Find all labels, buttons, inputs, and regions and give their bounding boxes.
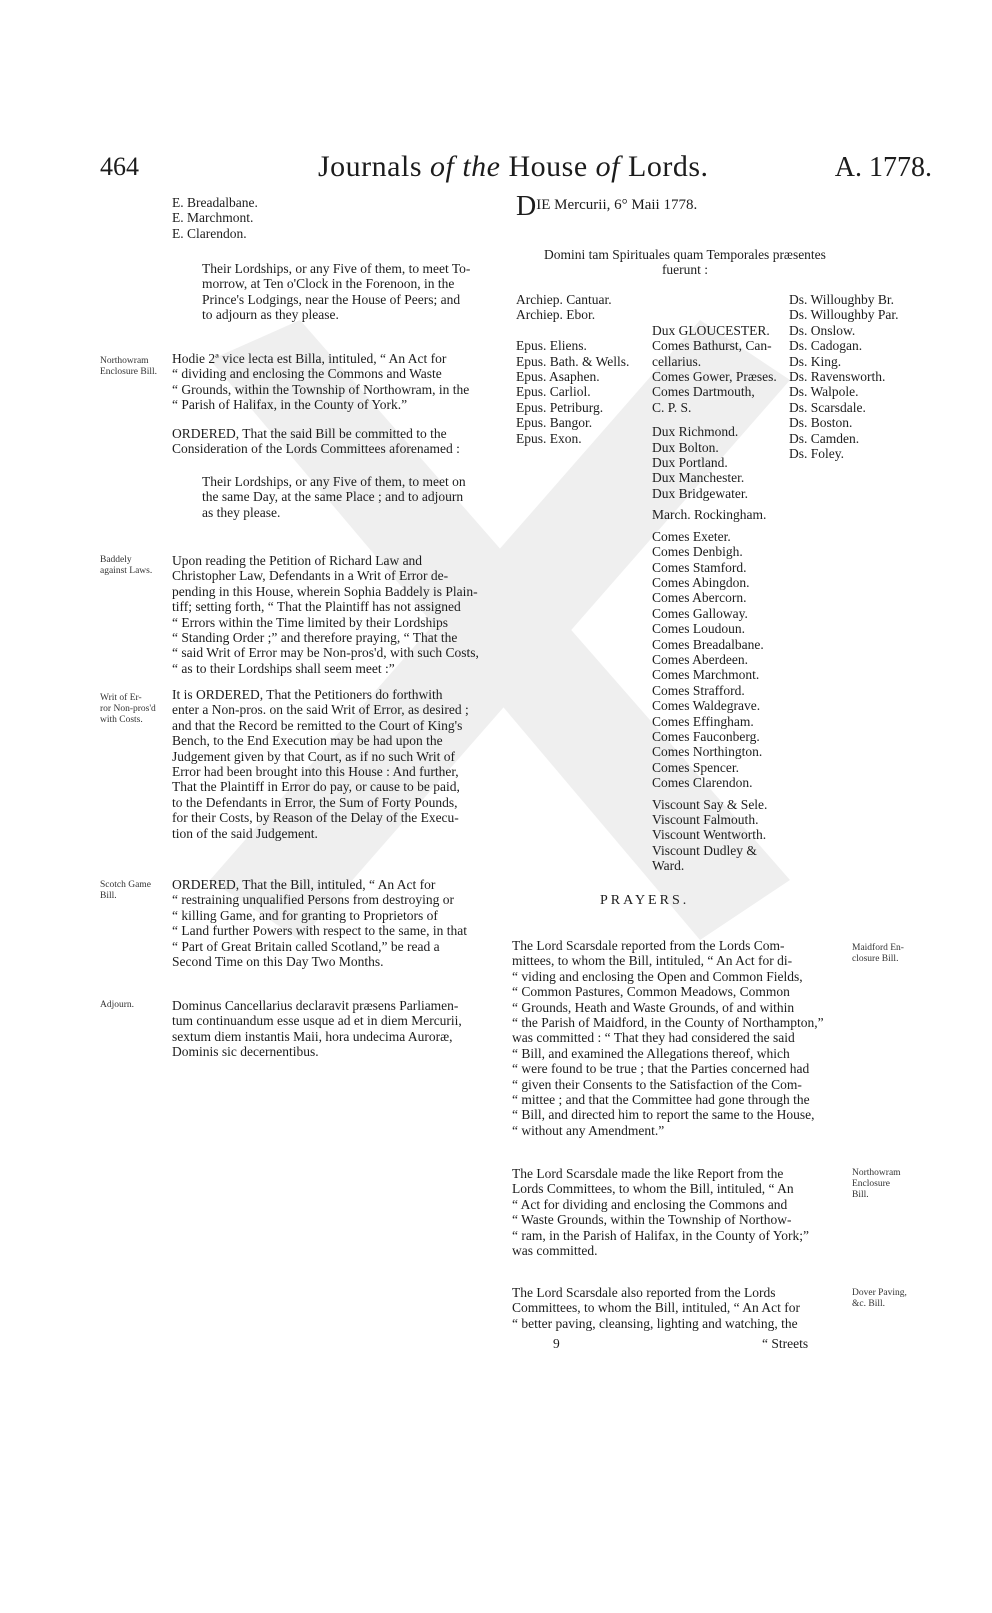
page-year: A. 1778. bbox=[834, 152, 932, 183]
margin-note-writ: Writ of Er- ror Non-pros'd with Costs. bbox=[100, 693, 156, 725]
lordships-same-day-paragraph: Their Lordships, or any Five of them, to meet on the same Day, at the same Place ; and to adjourn as they please. bbox=[202, 474, 466, 520]
petition-paragraph: Upon reading the Petition of Richard Law and Christopher Law, Defendants in a Writ of Error de- pending in this House, wherein Sophia Baddely is Plain- tiff; setting forth, “ That the Plaintiff has not assigned “ Errors within the Time limited by their Lordships “ Standing Order ;” and therefore praying, “ That the “ said Writ of Error may be Non-pros'd, with such Costs, “ as to their Lordships shall seem meet :” bbox=[172, 553, 479, 676]
scotch-game-paragraph: ORDERED, That the Bill, intituled, “ An Act for “ restraining unqualified Persons from destroying or “ killing Game, and for granting to Proprietors of “ Land further Powers with respect to the same, in that “ Part of Great Britain called Scotland,” be read a Second Time on this Day Two Months. bbox=[172, 877, 468, 970]
ordered-committed-paragraph: ORDERED, That the said Bill be committed to the Consideration of the Lords Committees aforenamed : bbox=[172, 426, 460, 457]
page-title: Journals of the House of Lords. bbox=[318, 150, 709, 183]
attendance-column-peers: Dux GLOUCESTER. Comes Bathurst, Can- cellarius. Comes Gower, Præses. Comes Dartmouth, C. P. S. Dux Richmond. Dux Bolton. Dux Portland. Dux Manchester. Dux Bridgewater. March. Rockingham. Comes Exeter. Comes Denbigh. Comes Stamford. Comes Abingdon. Comes Abercorn. Comes Galloway. Comes Loudoun. Comes Breadalbane. Comes Aberdeen. Comes Marchmont. Comes Strafford. Comes Waldegrave. Comes Effingham. Comes Fauconberg. Comes Northington. Comes Spencer. Comes Clarendon. Viscount Say & Sele. Viscount Falmouth. Viscount Wentworth. Viscount Dudley & Ward. bbox=[652, 322, 777, 874]
margin-note-adjourn: Adjourn. bbox=[100, 1000, 135, 1010]
maidford-report-paragraph: The Lord Scarsdale reported from the Lords Com- mittees, to whom the Bill, intituled, “ An Act for di- “ viding and enclosing the Open and Common Fields, “ Common Pastures, Common Meadows, Common “ Grounds, Heath and Waste Grounds, of and within “ the Parish of Maidford, in the County of Northampton,” was committed : “ That they had considered the said “ Bill, and examined the Allegations thereof, which “ were found to be true ; that the Parties concerned had “ given their Consents to the Satisfaction of the Com- “ mittee ; and that the Committee had gone through the “ Bill, and directed him to report the same to the House, “ without any Amendment.” bbox=[512, 938, 824, 1138]
catchword: “ Streets bbox=[762, 1336, 809, 1351]
attendance-column-bishops: Archiep. Cantuar. Archiep. Ebor. Epus. Eliens. Epus. Bath. & Wells. Epus. Asaphen. Epus. Carliol. Epus. Petriburg. Epus. Bangor. Epus. Exon. bbox=[516, 292, 630, 446]
attendance-column-barons: Ds. Willoughby Br. Ds. Willoughby Par. Ds. Onslow. Ds. Cadogan. Ds. King. Ds. Ravensworth. Ds. Walpole. Ds. Scarsdale. Ds. Boston. Ds. Camden. Ds. Foley. bbox=[789, 292, 899, 462]
domini-heading: Domini tam Spirituales quam Temporales præsentes fuerunt : bbox=[544, 247, 826, 278]
prayers-heading: PRAYERS. bbox=[600, 893, 690, 908]
it-is-ordered-paragraph: It is ORDERED, That the Petitioners do forthwith enter a Non-pros. on the said Writ of Error, as desired ; and that the Record be remitted to the Court of King's Bench, to the End Execution may be had upon the Judgement given by that Court, as if no such Writ of Error had been brought into this House : And further, That the Plaintiff in Error do pay, or cause to be paid, to the Defendants in Error, the Sum of Forty Pounds, for their Costs, by Reason of the Delay of the Execu- tion of the said Judgement. bbox=[172, 687, 469, 841]
margin-note-dover: Dover Paving, &c. Bill. bbox=[852, 1288, 907, 1309]
dover-report-paragraph: The Lord Scarsdale also reported from the Lords Committees, to whom the Bill, intituled, “ An Act for “ better paving, cleansing, lighting and watching, the bbox=[512, 1285, 800, 1331]
adjourn-paragraph: Dominus Cancellarius declaravit præsens Parliamen- tum continuandum esse usque ad et in diem Mercurii, sextum diem instantis Maii, hora undecima Auroræ, Dominis sic decernentibus. bbox=[172, 998, 462, 1060]
committee-names: E. Breadalbane. E. Marchmont. E. Clarendon. bbox=[172, 195, 258, 241]
margin-note-northowram: Northowram Enclosure Bill. bbox=[100, 356, 157, 377]
hodie-paragraph: Hodie 2ª vice lecta est Billa, intituled, “ An Act for “ dividing and enclosing the Commons and Waste “ Grounds, within the Township of Northowram, in the “ Parish of Halifax, in the County of York.” bbox=[172, 351, 470, 413]
margin-note-northowram-report: Northowram Enclosure Bill. bbox=[852, 1168, 901, 1200]
margin-note-scotch: Scotch Game Bill. bbox=[100, 880, 151, 901]
margin-note-maidford: Maidford En- closure Bill. bbox=[852, 943, 904, 964]
page-number: 464 bbox=[100, 152, 139, 181]
northowram-report-paragraph: The Lord Scarsdale made the like Report from the Lords Committees, to whom the Bill, intituled, “ An “ Act for dividing and enclosing the Commons and “ Waste Grounds, within the Township of Northow- “ ram, in the Parish of Halifax, in the County of York;” was committed. bbox=[512, 1166, 809, 1259]
signature-mark: 9 bbox=[553, 1336, 560, 1351]
lordships-meet-paragraph: Their Lordships, or any Five of them, to meet To- morrow, at Ten o'Clock in the Forenoon, in the Prince's Lodgings, near the House of Peers; and to adjourn as they please. bbox=[202, 261, 471, 323]
margin-note-baddely: Baddely against Laws. bbox=[100, 555, 153, 576]
session-date: DIE Mercurii, 6° Maii 1778. bbox=[516, 191, 698, 222]
